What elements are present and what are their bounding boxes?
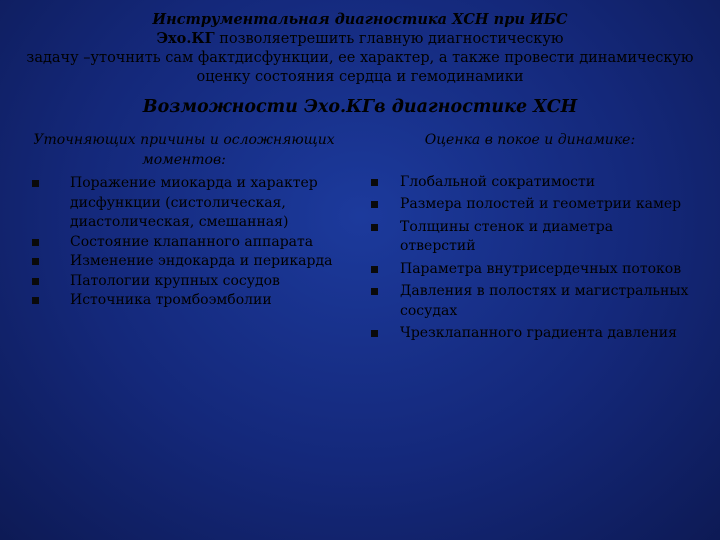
square-bullet-icon [32, 239, 39, 246]
square-bullet-icon [32, 278, 39, 285]
list-item: Состояние клапанного аппарата [24, 233, 344, 253]
intro-line-4: оценку состояния сердца и гемодинамики [196, 69, 524, 85]
section-subtitle: Возможности Эхо.КГв диагностике ХСН [142, 97, 578, 117]
square-bullet-icon [32, 258, 39, 265]
square-bullet-icon [32, 180, 39, 187]
list-item: Патологии крупных сосудов [24, 272, 344, 292]
list-item: Глобальной сократимости [370, 173, 690, 193]
intro-line-3: задачу –уточнить сам фактдисфункции, ее характер, а также провести динамическую [26, 50, 694, 66]
list-item: Источника тромбоэмболии [24, 291, 344, 311]
echo-prefix: Эхо.КГ [156, 30, 215, 47]
list-item: Размера полостей и геометрии камер [370, 195, 690, 215]
list-item: Изменение эндокарда и перикарда [24, 252, 344, 272]
intro-line-2-text: позволяетрешить главную диагностическую [214, 31, 564, 47]
left-list [24, 174, 344, 311]
slide-header [20, 10, 700, 87]
left-column [24, 131, 344, 311]
right-list [370, 173, 690, 344]
right-column [370, 131, 690, 344]
square-bullet-icon [371, 266, 378, 273]
intro-line-2 [20, 29, 700, 49]
right-column-heading: Оценка в покое и динамике: [424, 132, 636, 148]
square-bullet-icon [32, 297, 39, 304]
list-item: Давления в полостях и магистральных сосудах [370, 282, 690, 321]
square-bullet-icon [371, 179, 378, 186]
square-bullet-icon [371, 201, 378, 208]
square-bullet-icon [371, 288, 378, 295]
list-item: Толщины стенок и диаметра отверстий [370, 218, 690, 257]
slide-title: Инструментальная диагностика ХСН при ИБС [152, 11, 568, 28]
list-item: Чрезклапанного градиента давления [370, 324, 690, 344]
square-bullet-icon [371, 224, 378, 231]
list-item: Параметра внутрисердечных потоков [370, 260, 690, 280]
square-bullet-icon [371, 330, 378, 337]
list-item: Поражение миокарда и характер дисфункции (систолическая, диастолическая, смешанная) [24, 174, 344, 233]
left-column-heading: Уточняющих причины и осложняющих моментов: [33, 132, 335, 168]
